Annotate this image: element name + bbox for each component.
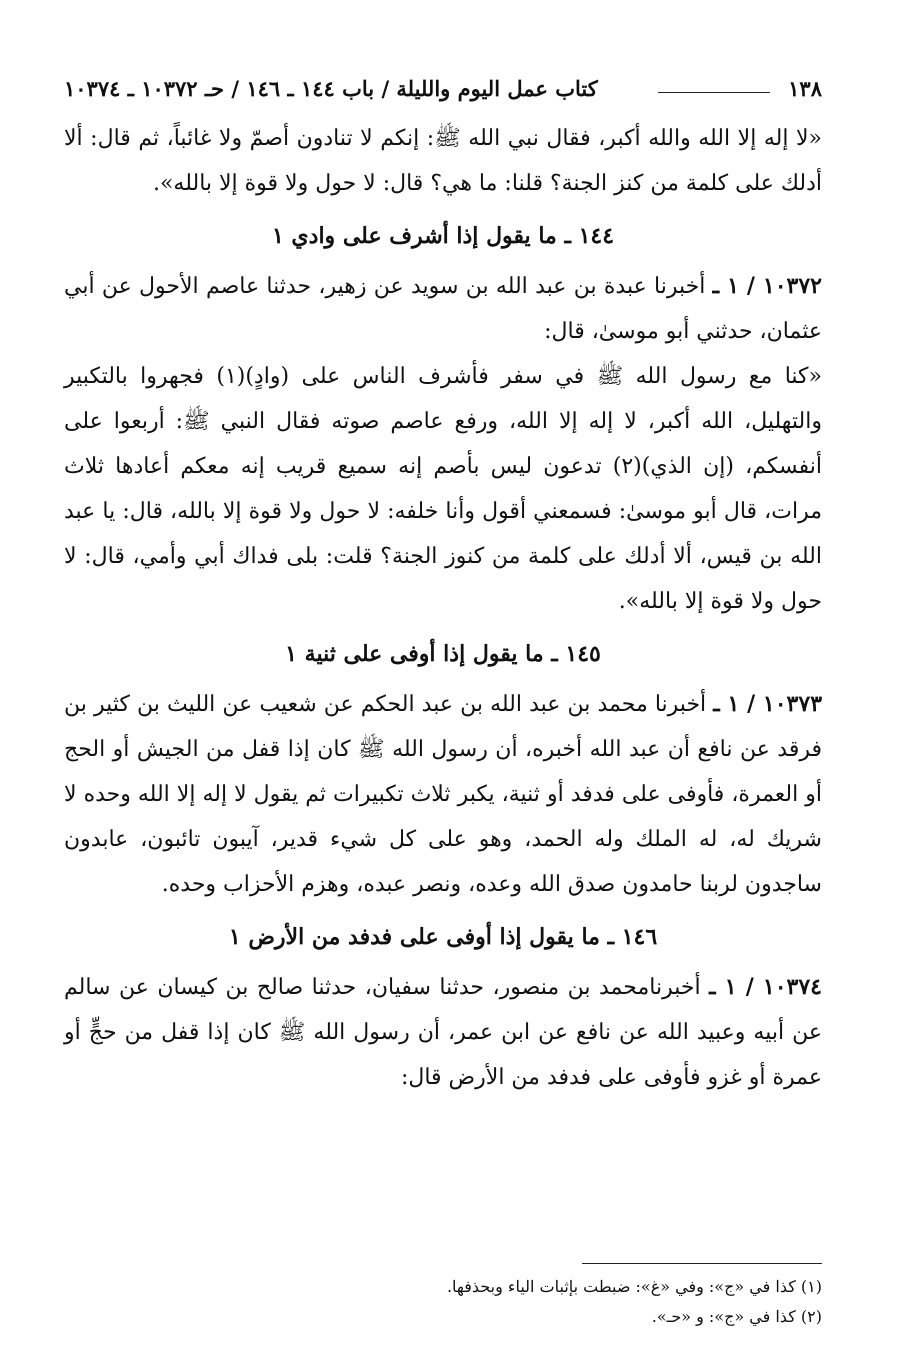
hadith-text-10372: «كنا مع رسول الله ﷺ في سفر فأشرف الناس على (وادٍ)(١) فجهروا بالتكبير والتهليل، الله أكبر، لا إله إلا الله، ورفع عاصم صوته فقال النبي ﷺ: أربعوا على أنفسكم، (إن الذي)(٢) تدعون ليس بأصم إنه سميع قريب إنه معكم أعادها ثلاث مرات، قال أبو موسىٰ: فسمعني أقول وأنا خلفه: لا حول ولا قوة إلا بالله، قال: يا عبد الله بن قيس، ألا أدلك على كلمة من كنوز الجنة؟ قلت: بلى فداك أبي وأمي، قال: لا حول ولا قوة إلا بالله». [64,364,823,614]
hadith-isnad-10373 [64,682,822,907]
section-heading-144: ١٤٤ ـ ما يقول إذا أشرف على وادي ١ [271,223,615,249]
hadith-number: ١٠٣٧٣ / ١ ـ [713,691,823,717]
page-number: ١٣٨ [788,76,822,101]
hadith-number: ١٠٣٧٢ / ١ ـ [712,273,822,299]
opening-paragraph: «لا إله إلا الله والله أكبر، فقال نبي الله ﷺ: إنكم لا تنادون أصمّ ولا غائباً، ثم قال: ألا أدلك على كلمة من كنز الجنة؟ قلنا: ما هي؟ قال: لا حول ولا قوة إلا بالله». [64,126,822,196]
isnad-text: أخبرنامحمد بن منصور، حدثنا سفيان، حدثنا صالح بن كيسان عن سالم عن أبيه وعبيد الله عن نافع عن ابن عمر، أن رسول الله ﷺ كان إذا قفل من حجٍّ أو عمرة أو غزو فأوفى على فدفد من الأرض قال: [64,975,822,1090]
header-rule [658,92,770,93]
running-title: كتاب عمل اليوم والليلة / باب ١٤٤ ـ ١٤٦ / حـ ١٠٣٧٢ ـ ١٠٣٧٤ [64,76,598,101]
section-heading-145: ١٤٥ ـ ما يقول إذا أوفى على ثنية ١ [285,641,601,667]
footnote-rule [582,1263,822,1264]
section-heading-146: ١٤٦ ـ ما يقول إذا أوفى على فدفد من الأرض ١ [228,924,658,950]
hadith-number: ١٠٣٧٤ / ١ ـ [709,974,822,1000]
isnad-text: أخبرنا محمد بن عبد الله بن عبد الحكم عن شعيب عن الليث بن كثير بن فرقد عن نافع أن عبد الله أخبره، أن رسول الله ﷺ كان إذا قفل من الجيش أو الحج أو العمرة، فأوفى على فدفد أو ثنية، يكبر ثلاث تكبيرات ثم يقول لا إله إلا الله وحده لا شريك له، له الملك وله الحمد، وهو على كل شيء قدير، آيبون تائبون، عابدون ساجدون لربنا حامدون صدق الله وعده، ونصر عبده، وهزم الأحزاب وحده. [64,692,822,897]
footnotes [64,1263,822,1332]
footnote-1: (١) كذا في «ج»: وفي «غ»: ضبطت بإثبات الياء وبحذفها. [446,1277,822,1296]
isnad-text: أخبرنا عبدة بن عبد الله بن سويد عن زهير، حدثنا عاصم الأحول عن أبي عثمان، حدثني أبو موسىٰ، قال: [64,274,822,344]
hadith-isnad-10374 [64,965,822,1100]
running-head [64,70,822,116]
page-body [64,70,822,1100]
hadith-isnad-10372 [64,264,822,354]
footnote-2: (٢) كذا في «ج»: و «حـ». [651,1307,822,1326]
